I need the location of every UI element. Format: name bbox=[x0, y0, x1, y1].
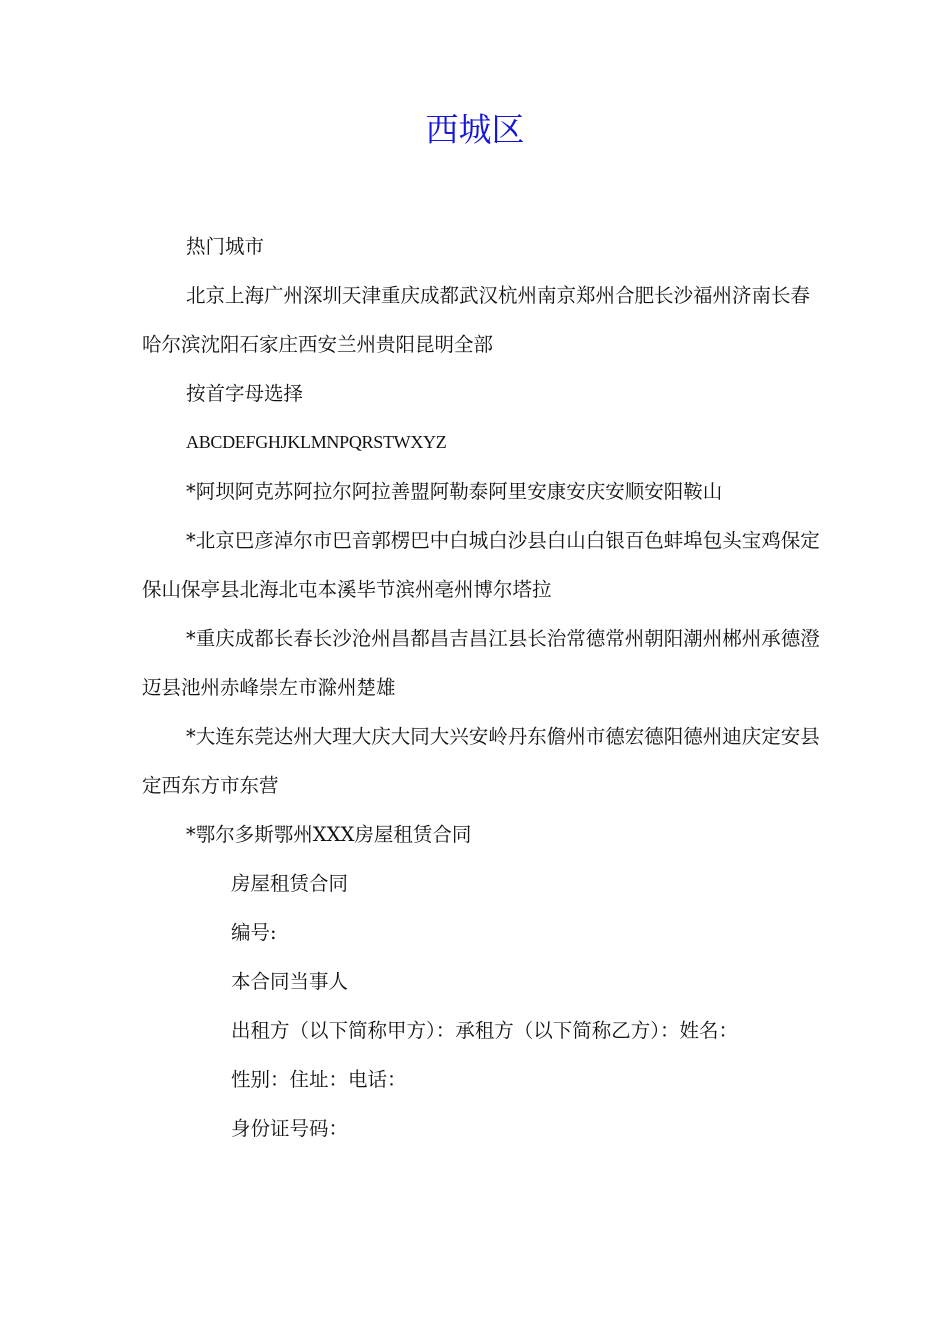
city-group-c: *重庆成都长春长沙沧州昌都昌吉昌江县长治常德常州朝阳潮州郴州承德澄迈县池州赤峰崇左市滁州楚雄 bbox=[142, 627, 820, 699]
contract-id-number: 身份证号码： bbox=[231, 1117, 349, 1140]
contract-section bbox=[142, 859, 822, 1153]
document-body bbox=[142, 222, 822, 1153]
page-title: 西城区 bbox=[425, 110, 525, 149]
contract-lessor-lessee: 出租方（以下简称甲方）：承租方（以下简称乙方）：姓名： bbox=[231, 1019, 739, 1042]
contract-parties-label: 本合同当事人 bbox=[231, 970, 349, 993]
city-group-e: *鄂尔多斯鄂州XXX房屋租赁合同 bbox=[186, 823, 472, 846]
letter-select-label: 按首字母选择 bbox=[186, 382, 304, 405]
contract-gender-address-phone: 性别：住址：电话： bbox=[231, 1068, 407, 1091]
contract-number-label: 编号: bbox=[231, 921, 277, 944]
letters-row: ABCDEFGHJKLMNPQRSTWXYZ bbox=[186, 432, 447, 452]
city-group-d: *大连东莞达州大理大庆大同大兴安岭丹东儋州市德宏德阳德州迪庆定安县定西东方市东营 bbox=[142, 725, 820, 797]
hot-cities-label: 热门城市 bbox=[186, 235, 265, 258]
city-group-a: *阿坝阿克苏阿拉尔阿拉善盟阿勒泰阿里安康安庆安顺安阳鞍山 bbox=[186, 480, 723, 503]
hot-cities-list: 北京上海广州深圳天津重庆成都武汉杭州南京郑州合肥长沙福州济南长春哈尔滨沈阳石家庄西安兰州贵阳昆明全部 bbox=[142, 284, 811, 356]
contract-heading: 房屋租赁合同 bbox=[231, 872, 349, 895]
city-group-b: *北京巴彦淖尔市巴音郭楞巴中白城白沙县白山白银百色蚌埠包头宝鸡保定保山保亭县北海北屯本溪毕节滨州亳州博尔塔拉 bbox=[142, 529, 820, 601]
